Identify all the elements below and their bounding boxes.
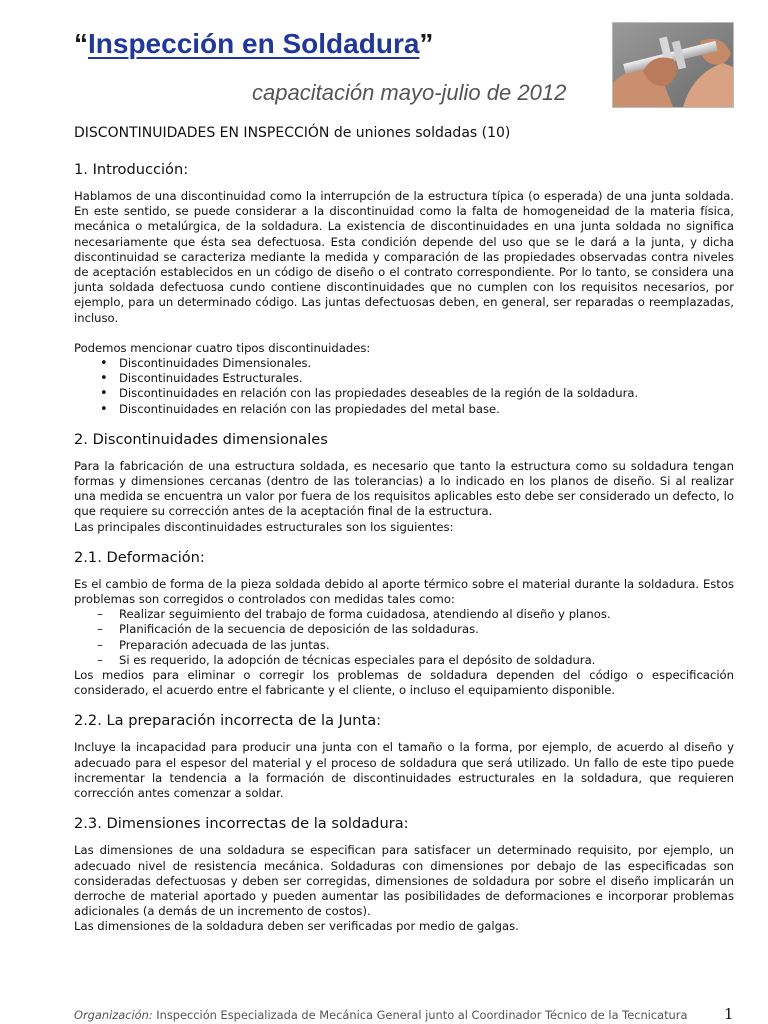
section-2-1-heading: 2.1. Deformación: [74, 548, 205, 566]
doc-heading: DISCONTINUIDADES EN INSPECCIÓN de uniones soldadas (10) [74, 125, 511, 141]
section-2-3-paragraph: Las dimensiones de una soldadura se especifican para satisfacer un determinado requisito, por ejemplo, un adecuado nivel de resistencia mecánica. Soldaduras con dimensiones por debajo de las especificadas son consideradas defectuosas y deben ser corregidas, dimensiones de soldadura por sobre el diseño implicarán un derroche de material aportado y pueden aumentar las posibilidades de deformaciones e incorporar problemas adicionales (a demás de un incremento de costos). [74, 843, 734, 919]
document-title [74, 28, 433, 60]
footer-label: Organización: [74, 1008, 153, 1022]
section-2-3-paragraph-2: Las dimensiones de la soldadura deben ser verificadas por medio de galgas. [74, 919, 519, 934]
list-item: – Planificación de la secuencia de deposición de las soldaduras. [119, 622, 734, 637]
list-item: – Si es requerido, la adopción de técnicas especiales para el depósito de soldadura. [119, 653, 734, 668]
section-2-1-paragraph-2: Los medios para eliminar o corregir los problemas de soldadura dependen del código o especificación considerado, el acuerdo entre el fabricante y el cliente, o incluso el equipamiento disponible. [74, 668, 734, 698]
document-subtitle: capacitación mayo-julio de 2012 [252, 80, 567, 105]
section-2-2-heading: 2.2. La preparación incorrecta de la Junta: [74, 712, 382, 730]
list-item: – Preparación adecuada de las juntas. [119, 638, 734, 653]
section-1-paragraph: Hablamos de una discontinuidad como la interrupción de la estructura típica (o esperada) de una junta soldada. En este sentido, se puede considerar a la discontinuidad como la falta de homogeneidad de la materia física, mecánica o metalúrgica, de la soldadura. La existencia de discontinuidades en una junta soldada no significa necesariamente que ésta sea defectuosa. Esta condición depende del uso que se le dará a la junta, y dicha discontinuidad se caracteriza mediante la medida y comparación de las propiedades observadas contra niveles de aceptación establecidos en un código de diseño o el contrato correspondiente. Por lo tanto, se considera una junta soldada defectuosa cundo contiene discontinuidades que no cumplen con los requisitos necesarios, por ejemplo, para un determinado código. Las juntas defectuosas deben, en general, ser reparadas o reemplazadas, incluso. [74, 189, 734, 325]
section-2-1-paragraph: Es el cambio de forma de la pieza soldada debido al aporte térmico sobre el material durante la soldadura. Estos problemas son corregidos o controlados con medidas tales como: [74, 576, 734, 607]
section-1-intro-list: Podemos mencionar cuatro tipos discontinuidades: [74, 340, 371, 355]
title-close-quote: ” [419, 28, 434, 59]
page-footer [74, 1008, 714, 1022]
section-2-paragraph-2: Las principales discontinuidades estructurales son los siguientes: [74, 519, 454, 534]
title-open-quote: “ [74, 28, 88, 59]
page-number: 1 [724, 1005, 734, 1023]
document-body [74, 124, 734, 935]
list-item: • Discontinuidades Dimensionales. [119, 356, 734, 371]
list-item: • Discontinuidades en relación con las propiedades del metal base. [119, 402, 734, 417]
list-item: • Discontinuidades Estructurales. [119, 371, 734, 386]
section-2-paragraph: Para la fabricación de una estructura soldada, es necesario que tanto la estructura como su soldadura tengan formas y dimensiones cercanas (dentro de las tolerancias) a lo indicado en los planos de diseño. Si al realizar una medida se encuentra un valor por fuera de los requisitos aplicables esto debe ser considerado un defecto, lo que requiere su corrección antes de la aceptación final de la estructura. [74, 458, 734, 519]
section-1-heading: 1. Introducción: [74, 161, 189, 178]
footer-text: Inspección Especializada de Mecánica General junto al Coordinador Técnico de la Tecnicatura [152, 1008, 688, 1022]
caliper-photo [612, 22, 734, 108]
list-item: – Realizar seguimiento del trabajo de forma cuidadosa, atendiendo al diseño y planos. [119, 607, 734, 622]
section-2-2-paragraph: Incluye la incapacidad para producir una junta con el tamaño o la forma, por ejemplo, de acuerdo al diseño y adecuado para el espesor del material y el proceso de soldadura que será utilizado. Un fallo de este tipo puede incrementar la tendencia a la formación de discontinuidades estructurales en la soldadura, que requieren corrección antes comenzar a soldar. [74, 740, 734, 801]
title-text: Inspección en Soldadura [88, 28, 420, 59]
deformation-measures-list [74, 607, 734, 668]
section-2-3-heading: 2.3. Dimensiones incorrectas de la soldadura: [74, 815, 409, 833]
discontinuity-types-list [74, 356, 734, 417]
list-item: • Discontinuidades en relación con las propiedades deseables de la región de la soldadura. [119, 386, 734, 401]
section-2-heading: 2. Discontinuidades dimensionales [74, 430, 328, 448]
